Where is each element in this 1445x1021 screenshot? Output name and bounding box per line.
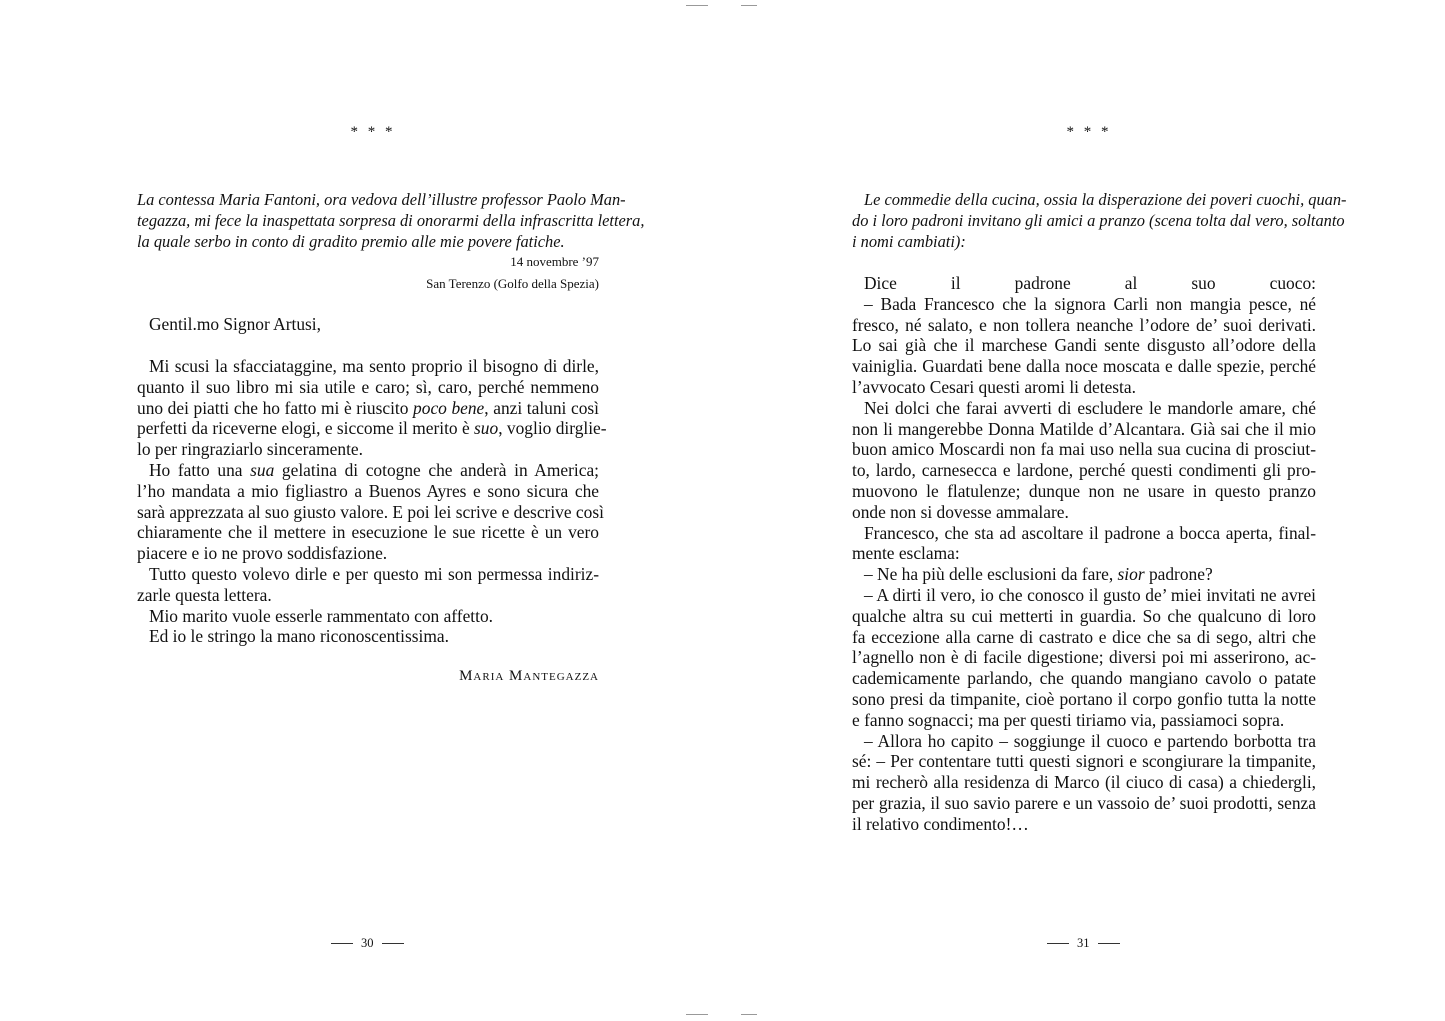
letter-body xyxy=(137,356,607,647)
text-run: , voglio dirglie- xyxy=(498,418,607,439)
text-run: l’agnello non è di facile digestione; diversi poi mi asserirono, ac- xyxy=(852,647,1316,668)
text-run: to, lardo, carnesecca e lardone, perché questi condimenti gli pro- xyxy=(852,460,1316,481)
letter-date: 14 novembre ’97 xyxy=(510,254,599,269)
text-line xyxy=(137,522,599,543)
text-run: per grazia, il suo savio parere e un vassoio de’ suoi prodotti, senza xyxy=(852,792,1316,813)
text-run: cademicamente parlando, che quando mangiano cavolo o patate xyxy=(852,668,1316,689)
left-page xyxy=(0,0,722,1021)
text-line xyxy=(137,377,599,398)
page-number: 30 xyxy=(361,936,374,950)
footer-rule xyxy=(382,943,404,944)
text-line xyxy=(852,315,1316,336)
text-line xyxy=(852,335,1316,356)
text-line xyxy=(852,460,1316,481)
text-line xyxy=(852,689,1316,710)
text-run: – A dirti il vero, io che conosco il gusto de’ miei invitati ne avrei xyxy=(864,584,1316,605)
text-line xyxy=(852,502,1316,523)
text-run: – Allora ho capito – soggiunge il cuoco e partendo borbotta tra xyxy=(864,730,1316,751)
italic-word: suo xyxy=(474,418,499,439)
text-run: il relativo condimento!… xyxy=(852,813,1029,834)
italic-word: sua xyxy=(250,459,275,480)
text-line xyxy=(852,481,1316,502)
text-line xyxy=(852,731,1316,752)
text-run: Francesco, che sta ad ascoltare il padrone a bocca aperta, final- xyxy=(864,522,1316,543)
text-line xyxy=(137,439,599,460)
text-run: muovono le flatulenze; dunque non ne usare in questo pranzo xyxy=(852,480,1316,501)
text-run: l’avvocato Cesari questi aromi li detesta. xyxy=(852,376,1136,397)
text-run: Nei dolci che farai avverti di escludere le mandorle amare, ché xyxy=(864,397,1316,418)
text-run: , anzi taluni così xyxy=(484,397,599,418)
dialogue-body xyxy=(852,273,1316,835)
text-line xyxy=(137,606,599,627)
text-run: qualche altra su cui metterti in guardia. So che qualcuno di loro xyxy=(852,605,1316,626)
text-line xyxy=(852,647,1316,668)
text-line xyxy=(852,710,1316,731)
text-run: sarà apprezzata al suo giusto valore. E poi lei scrive e descrive così xyxy=(137,501,604,522)
text-run: Lo sai già che il marchese Gandi sente disgusto all’odore della xyxy=(852,335,1316,356)
section-ornament: * * * xyxy=(1066,124,1112,140)
text-run: mi recherò alla residenza di Marco (il ciuco di casa) a chiedergli, xyxy=(852,772,1316,793)
intro-line: i nomi cambiati): xyxy=(852,232,966,251)
text-line xyxy=(137,460,599,481)
letter-place: San Terenzo (Golfo della Spezia) xyxy=(426,276,599,291)
text-run: sono presi da timpanite, cioè portano il corpo gonfio tutta la notte xyxy=(852,688,1316,709)
text-line xyxy=(852,793,1316,814)
intro-line: tegazza, mi fece la inaspettata sorpresa di onorarmi della infrascritta lettera, xyxy=(137,211,645,230)
text-run: vainiglia. Guardati bene dalla noce moscata e dalle spezie, perché xyxy=(852,356,1316,377)
text-run: Mio marito vuole esserle rammentato con affetto. xyxy=(149,605,493,626)
text-run: lo per ringraziarlo sinceramente. xyxy=(137,439,363,460)
text-line xyxy=(137,564,599,585)
text-run: non li mangerebbe Donna Matilde d’Alcantara. Già sai che il mio xyxy=(852,418,1316,439)
text-run: uno dei piatti che ho fatto mi è riuscito xyxy=(137,397,414,418)
text-run: fresco, né salato, e non tollera neanche l’odore de’ suoi derivati. xyxy=(852,314,1316,335)
text-line xyxy=(852,439,1316,460)
text-run: – Bada Francesco che la signora Carli non mangia pesce, né xyxy=(864,293,1316,314)
text-line xyxy=(137,356,599,377)
text-run: l’ho mandata a mio figliastro a Buenos Ayres e sono sicura che xyxy=(137,480,599,501)
letter-signature: Maria Mantegazza xyxy=(459,668,599,684)
footer-rule xyxy=(1098,943,1120,944)
text-line xyxy=(852,273,1316,294)
text-line xyxy=(852,398,1316,419)
section-ornament: * * * xyxy=(350,124,396,140)
text-line xyxy=(852,814,1316,835)
text-line xyxy=(852,772,1316,793)
text-line xyxy=(852,606,1316,627)
text-line xyxy=(137,543,599,564)
text-line xyxy=(852,627,1316,648)
page-number-footer xyxy=(331,936,404,951)
text-run: onde non si dovesse ammalare. xyxy=(852,501,1069,522)
text-run: Ed io le stringo la mano riconoscentissima. xyxy=(149,626,449,647)
text-line xyxy=(852,523,1316,544)
text-line xyxy=(852,419,1316,440)
letter-dateline xyxy=(300,251,599,295)
text-run: Tutto questo volevo dirle e per questo mi son permessa indiriz- xyxy=(149,563,599,584)
text-line xyxy=(852,585,1316,606)
text-run: Ho fatto una xyxy=(149,459,251,480)
page-number-footer xyxy=(1047,936,1120,951)
footer-rule xyxy=(1047,943,1069,944)
text-line xyxy=(137,585,599,606)
text-line xyxy=(852,543,1316,564)
text-run: gelatina di cotogne che anderà in America; xyxy=(274,459,599,480)
text-line xyxy=(852,377,1316,398)
page-number: 31 xyxy=(1077,936,1090,950)
text-run: piacere e io ne provo soddisfazione. xyxy=(137,543,388,564)
text-run: e fanno sognacci; ma per questi tiriamo via, passiamoci sopra. xyxy=(852,709,1285,730)
text-run: Dice il padrone al suo cuoco: xyxy=(864,273,1316,293)
right-page xyxy=(723,0,1445,1021)
text-line xyxy=(137,398,599,419)
text-run: padrone? xyxy=(1144,564,1213,585)
italic-word: sior xyxy=(1117,564,1145,585)
text-line xyxy=(852,751,1316,772)
footer-rule xyxy=(331,943,353,944)
letter-salutation: Gentil.mo Signor Artusi, xyxy=(149,314,321,334)
intro-line: Le commedie della cucina, ossia la disperazione dei poveri cuochi, quan- xyxy=(864,190,1347,209)
text-run: – Ne ha più delle esclusioni da fare, xyxy=(864,564,1118,585)
text-run: sé: – Per contentare tutti questi signori e scongiurare la timpanite, xyxy=(852,751,1316,772)
text-line xyxy=(852,668,1316,689)
intro-line: do i loro padroni invitano gli amici a pranzo (scena tolta dal vero, soltanto xyxy=(852,211,1345,230)
text-line xyxy=(137,481,599,502)
intro-line: La contessa Maria Fantoni, ora vedova dell’illustre professor Paolo Man- xyxy=(137,190,626,209)
text-run: chiaramente che il mettere in esecuzione le sue ricette è un vero xyxy=(137,522,599,543)
text-run: zarle questa lettera. xyxy=(137,584,272,605)
text-run: Mi scusi la sfacciataggine, ma sento proprio il bisogno di dirle, xyxy=(149,356,599,376)
text-run: mente esclama: xyxy=(852,543,960,564)
text-line xyxy=(852,356,1316,377)
text-line xyxy=(852,294,1316,315)
text-run: buon amico Moscardi non fa mai uso nella sua cucina di prosciut- xyxy=(852,439,1316,460)
intro-paragraph xyxy=(852,189,1347,252)
italic-word: poco bene xyxy=(413,397,485,418)
text-run: quanto il suo libro mi sia utile e caro; sì, caro, perché nemmeno xyxy=(137,376,599,397)
text-line xyxy=(137,626,599,647)
intro-paragraph xyxy=(137,189,645,252)
text-line xyxy=(852,564,1316,585)
text-run: perfetti da riceverne elogi, e siccome il merito è xyxy=(137,418,475,439)
intro-line: la quale serbo in conto di gradito premio alle mie povere fatiche. xyxy=(137,232,565,251)
text-line xyxy=(137,501,604,523)
text-run: fa eccezione alla carne di castrato e dice che sa di sego, altri che xyxy=(852,626,1316,647)
text-line xyxy=(137,418,607,439)
